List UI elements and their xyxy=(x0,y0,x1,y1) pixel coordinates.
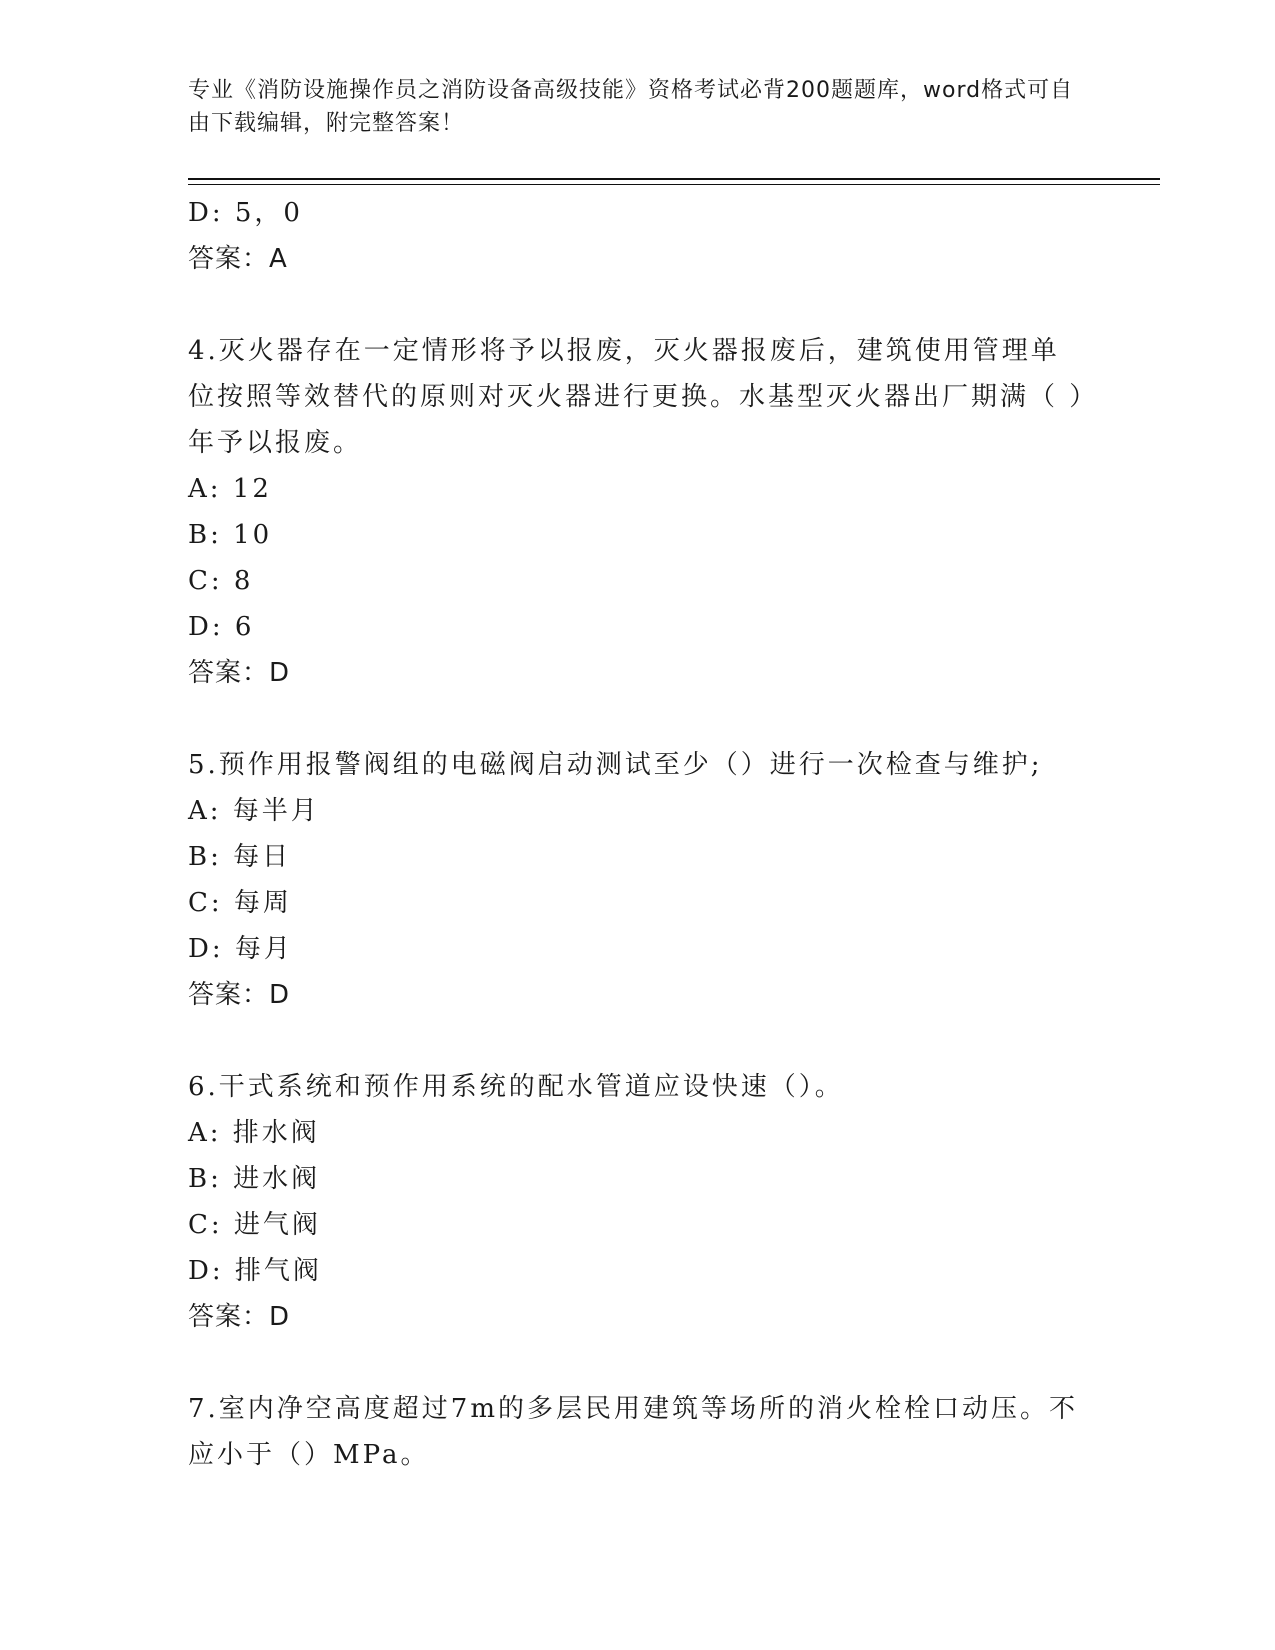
question-text: 5.预作用报警阀组的电磁阀启动测试至少（）进行一次检查与维护; xyxy=(188,750,1043,780)
question-5 xyxy=(188,742,1088,1018)
question-4 xyxy=(188,328,1088,696)
spacer xyxy=(188,1018,1088,1064)
header-rule-thick xyxy=(188,178,1160,180)
spacer xyxy=(188,282,1088,328)
option-a: A: 每半月 xyxy=(188,796,320,826)
question-7 xyxy=(188,1386,1088,1478)
question-text: 7.室内净空高度超过7m的多层民用建筑等场所的消火栓栓口动压。不应小于（）MPa。 xyxy=(188,1394,1079,1470)
prev-option-d: D: 5，0 xyxy=(188,198,303,228)
option-d: D: 6 xyxy=(188,612,255,642)
option-a: A: 排水阀 xyxy=(188,1118,320,1148)
spacer xyxy=(188,696,1088,742)
option-b: B: 每日 xyxy=(188,842,292,872)
header-rule-thin xyxy=(188,184,1160,185)
document-header: 专业《消防设施操作员之消防设备高级技能》资格考试必背200题题库，word格式可自由下载编辑，附完整答案！ xyxy=(188,78,1074,136)
document-body xyxy=(188,190,1088,1478)
option-d: D: 排气阀 xyxy=(188,1256,322,1286)
answer: 答案：D xyxy=(188,658,291,688)
question-text: 4.灭火器存在一定情形将予以报废，灭火器报废后，建筑使用管理单位按照等效替代的原则对灭火器进行更换。水基型灭火器出厂期满（ ）年予以报废。 xyxy=(188,336,1086,458)
prev-answer: 答案：A xyxy=(188,244,288,274)
option-b: B: 进水阀 xyxy=(188,1164,321,1194)
spacer xyxy=(188,1340,1088,1386)
answer: 答案：D xyxy=(188,1302,291,1332)
question-text: 6.干式系统和预作用系统的配水管道应设快速（）。 xyxy=(188,1072,844,1102)
option-d: D: 每月 xyxy=(188,934,293,964)
answer: 答案：D xyxy=(188,980,291,1010)
question-6 xyxy=(188,1064,1088,1340)
option-c: C: 每周 xyxy=(188,888,292,918)
option-a: A: 12 xyxy=(188,474,272,504)
option-c: C: 8 xyxy=(188,566,254,596)
option-c: C: 进气阀 xyxy=(188,1210,321,1240)
option-b: B: 10 xyxy=(188,520,273,550)
